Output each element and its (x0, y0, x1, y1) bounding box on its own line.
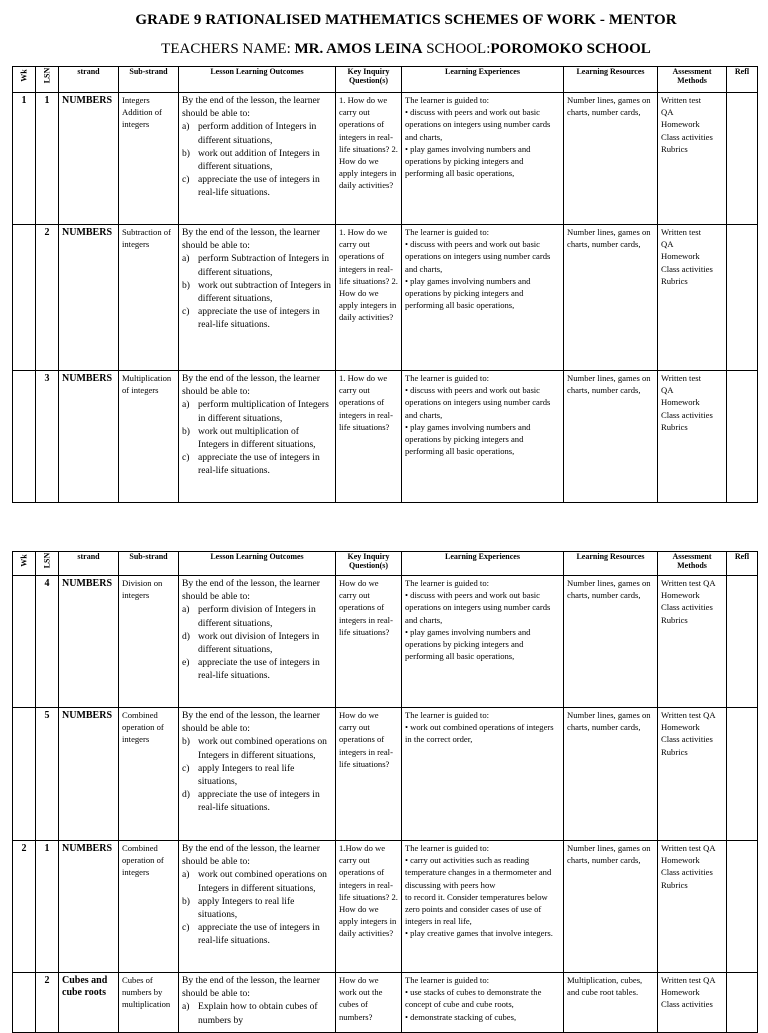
experience-line: • play games involving numbers and operations by picking integers and performing all basic operations, (405, 275, 531, 311)
outcome-item (182, 173, 332, 199)
outcome-text: perform addition of Integers in different situations, (198, 121, 317, 146)
experience-line: • carry out activities such as reading temperature changes in a thermometer and discussing with peers how (405, 855, 552, 890)
assessment-line: Written test QA (661, 710, 716, 720)
assessment-line: Rubrics (661, 879, 688, 890)
resources-cell: Number lines, games on charts, number cards, (564, 93, 658, 225)
experience-line: The learner is guided to: (405, 710, 489, 720)
assessment-line: Homework (661, 855, 700, 866)
header-assessment: Assessment Methods (658, 552, 727, 576)
lesson-cell: 4 (36, 576, 59, 708)
inquiry-cell: 1. How do we carry out operations of integers in real-life situations? 2. How do we apply integers in daily activities? (336, 225, 402, 371)
resources-cell: Number lines, games on charts, number cards, (564, 371, 658, 503)
header-inquiry: Key Inquiry Question(s) (336, 552, 402, 576)
inquiry-cell: How do we carry out operations of integers in real-life situations? (336, 708, 402, 841)
header-row (13, 552, 758, 576)
experience-line: • demonstrate stacking of cubes, (405, 1011, 517, 1022)
reflection-cell (727, 841, 758, 973)
header-outcomes: Lesson Learning Outcomes (179, 552, 336, 576)
table-row (13, 93, 758, 225)
assessment-cell (658, 576, 727, 708)
assessment-line: Written test (661, 227, 701, 237)
header-experiences: Learning Experiences (402, 552, 564, 576)
header-resources: Learning Resources (564, 67, 658, 93)
outcome-item (182, 868, 332, 894)
outcome-letter: a) (182, 253, 190, 265)
experience-line: • play games involving numbers and operations by picking integers and performing all basic operations, (405, 143, 531, 179)
outcome-text: work out addition of Integers in different situations, (198, 147, 320, 173)
outcomes-cell (179, 576, 336, 708)
experiences-cell (402, 708, 564, 841)
outcome-letter: b) (182, 425, 190, 437)
assessment-line: Written test (661, 95, 701, 105)
outcome-text: work out combined operations on Integers in different situations, (198, 736, 327, 761)
assessment-line: Homework (661, 119, 700, 130)
strand-cell: NUMBERS (59, 371, 119, 503)
assessment-line: Class activities (661, 999, 713, 1010)
outcome-letter: a) (182, 1001, 190, 1013)
header-outcomes: Lesson Learning Outcomes (179, 67, 336, 93)
outcomes-cell (179, 708, 336, 841)
outcome-text: apply Integers to real life situations, (198, 895, 295, 921)
outcomes-lead: By the end of the lesson, the learner should be able to: (182, 578, 320, 603)
resources-cell: Number lines, games on charts, number cards, (564, 576, 658, 708)
outcomes-cell (179, 225, 336, 371)
inquiry-cell: 1.How do we carry out operations of integers in real-life situations? 2. How do we apply integers in daily activities? (336, 841, 402, 973)
outcome-item (182, 120, 332, 146)
assessment-line: Written test (661, 373, 701, 383)
header-row (13, 67, 758, 93)
table-row (13, 225, 758, 371)
outcome-letter: a) (182, 121, 190, 133)
outcome-item (182, 252, 332, 278)
outcome-letter: e) (182, 657, 190, 669)
reflection-cell (727, 93, 758, 225)
outcome-text: work out multiplication of Integers in different situations, (198, 425, 316, 451)
outcome-letter: c) (182, 452, 190, 464)
outcome-item (182, 279, 332, 305)
outcome-item (182, 762, 332, 788)
outcome-text: perform multiplication of Integers in different situations, (198, 399, 329, 424)
school-label: SCHOOL: (426, 41, 491, 57)
strand-cell: NUMBERS (59, 841, 119, 973)
header-refl: Refl (727, 67, 758, 93)
experience-line: The learner is guided to: (405, 95, 489, 105)
header-inquiry: Key Inquiry Question(s) (336, 67, 402, 93)
school-name: POROMOKO SCHOOL (490, 41, 651, 57)
outcome-item (182, 656, 332, 682)
assessment-cell (658, 225, 727, 371)
table-row (13, 708, 758, 841)
outcome-item (182, 735, 332, 761)
experience-line: The learner is guided to: (405, 227, 489, 237)
outcome-item (182, 451, 332, 477)
lesson-cell: 2 (36, 973, 59, 1033)
outcome-text: appreciate the use of integers in real-life situations. (198, 789, 320, 814)
substrand-cell: Subtraction of integers (119, 225, 179, 371)
assessment-line: Homework (661, 722, 700, 733)
week-cell (13, 708, 36, 841)
outcome-item (182, 147, 332, 173)
assessment-line: Class activities (661, 409, 713, 420)
header-resources: Learning Resources (564, 552, 658, 576)
outcome-item (182, 895, 332, 921)
outcome-letter: c) (182, 762, 190, 774)
header-experiences: Learning Experiences (402, 67, 564, 93)
outcome-letter: d) (182, 630, 190, 642)
table-row (13, 371, 758, 503)
header-strand: strand (59, 552, 119, 576)
experience-line: to record it. Consider temperatures below zero points and consider cases of use of integers in real life, (405, 891, 548, 927)
week-cell: 2 (13, 841, 36, 973)
outcome-letter: b) (182, 736, 190, 748)
outcome-letter: a) (182, 399, 190, 411)
outcomes-lead: By the end of the lesson, the learner should be able to: (182, 227, 320, 252)
experience-line: • discuss with peers and work out basic operations on integers using number cards and charts, (405, 590, 551, 625)
reflection-cell (727, 708, 758, 841)
outcome-text: Explain how to obtain cubes of numbers by (198, 1001, 318, 1026)
experience-line: • use stacks of cubes to demonstrate the concept of cube and cube roots, (405, 987, 542, 1010)
outcome-text: work out division of Integers in different situations, (198, 630, 320, 656)
strand-cell: NUMBERS (59, 225, 119, 371)
week-cell (13, 225, 36, 371)
experiences-cell (402, 225, 564, 371)
experience-line: The learner is guided to: (405, 578, 489, 588)
assessment-line: QA (661, 385, 674, 396)
experience-line: • play games involving numbers and operations by picking integers and performing all basic operations, (405, 626, 531, 662)
resources-cell: Number lines, games on charts, number cards, (564, 841, 658, 973)
week-cell (13, 371, 36, 503)
assessment-line: Class activities (661, 263, 713, 274)
assessment-line: Rubrics (661, 143, 688, 154)
outcome-item (182, 788, 332, 814)
strand-cell: NUMBERS (59, 576, 119, 708)
assessment-line: Class activities (661, 602, 713, 613)
outcome-text: work out subtraction of Integers in different situations, (198, 279, 331, 305)
outcome-text: apply Integers to real life situations, (198, 762, 295, 788)
assessment-cell (658, 371, 727, 503)
header-substrand: Sub-strand (119, 552, 179, 576)
experience-line: The learner is guided to: (405, 843, 489, 853)
assessment-line: Written test QA (661, 975, 716, 985)
lesson-cell: 1 (36, 93, 59, 225)
outcomes-lead: By the end of the lesson, the learner should be able to: (182, 373, 320, 398)
outcome-item (182, 603, 332, 629)
outcomes-lead: By the end of the lesson, the learner should be able to: (182, 975, 320, 1000)
experience-line: The learner is guided to: (405, 975, 489, 985)
assessment-line: Class activities (661, 734, 713, 745)
header-lsn: LSN (36, 552, 59, 576)
assessment-cell (658, 841, 727, 973)
substrand-cell: Integers Addition of integers (119, 93, 179, 225)
substrand-cell: Combined operation of integers (119, 841, 179, 973)
lesson-cell: 3 (36, 371, 59, 503)
teacher-label: TEACHERS NAME: (161, 41, 291, 57)
outcome-text: perform division of Integers in different situations, (198, 604, 316, 629)
header-strand: strand (59, 67, 119, 93)
outcome-letter: d) (182, 789, 190, 801)
experiences-cell (402, 93, 564, 225)
strand-cell: NUMBERS (59, 708, 119, 841)
experience-line: The learner is guided to: (405, 373, 489, 383)
assessment-line: Rubrics (661, 614, 688, 625)
header-refl: Refl (727, 552, 758, 576)
resources-cell: Number lines, games on charts, number cards, (564, 225, 658, 371)
assessment-line: Homework (661, 590, 700, 601)
assessment-line: Written test QA (661, 578, 716, 588)
substrand-cell: Combined operation of integers (119, 708, 179, 841)
document-title: GRADE 9 RATIONALISED MATHEMATICS SCHEMES OF WORK - MENTOR (135, 12, 677, 28)
outcome-letter: a) (182, 604, 190, 616)
assessment-line: Homework (661, 397, 700, 408)
teacher-school-line (0, 41, 768, 58)
experience-line: • play games involving numbers and operations by picking integers and performing all basic operations, (405, 421, 531, 457)
scheme-table-2 (12, 551, 758, 1033)
reflection-cell (727, 371, 758, 503)
outcome-item (182, 305, 332, 331)
substrand-cell: Division on integers (119, 576, 179, 708)
inquiry-cell: How do we carry out operations of integers in real-life situations? (336, 576, 402, 708)
outcome-letter: c) (182, 922, 190, 934)
outcome-item (182, 630, 332, 656)
experiences-cell (402, 841, 564, 973)
outcome-item (182, 921, 332, 947)
table-row (13, 841, 758, 973)
outcomes-lead: By the end of the lesson, the learner should be able to: (182, 843, 320, 868)
outcome-letter: a) (182, 869, 190, 881)
assessment-line: QA (661, 239, 674, 250)
experience-line: • discuss with peers and work out basic operations on integers using number cards and charts, (405, 239, 551, 274)
substrand-cell: Cubes of numbers by multiplication (119, 973, 179, 1033)
header-wk: Wk (13, 67, 36, 93)
outcome-letter: b) (182, 147, 190, 159)
outcome-text: appreciate the use of integers in real-life situations. (198, 452, 320, 477)
inquiry-cell: 1. How do we carry out operations of integers in real-life situations? 2. How do we apply integers in daily activities? (336, 93, 402, 225)
assessment-cell (658, 93, 727, 225)
inquiry-cell: 1. How do we carry out operations of integers in real-life situations? (336, 371, 402, 503)
experiences-cell (402, 576, 564, 708)
table-row (13, 576, 758, 708)
outcome-letter: c) (182, 174, 190, 186)
outcome-text: appreciate the use of integers in real-life situations. (198, 657, 320, 682)
assessment-line: Rubrics (661, 421, 688, 432)
experience-line: • play creative games that involve integers. (405, 928, 553, 939)
outcome-letter: b) (182, 279, 190, 291)
strand-cell: NUMBERS (59, 93, 119, 225)
assessment-line: Rubrics (661, 275, 688, 286)
experiences-cell (402, 371, 564, 503)
scheme-table-1 (12, 66, 758, 503)
header-substrand: Sub-strand (119, 67, 179, 93)
assessment-line: Homework (661, 251, 700, 262)
teacher-name: MR. AMOS LEINA (294, 41, 423, 57)
outcome-letter: b) (182, 895, 190, 907)
week-cell (13, 576, 36, 708)
outcome-item (182, 425, 332, 451)
outcomes-cell (179, 371, 336, 503)
assessment-line: Written test QA (661, 843, 716, 853)
outcome-text: work out combined operations on Integers in different situations, (198, 869, 327, 894)
assessment-line: Class activities (661, 867, 713, 878)
outcome-item (182, 398, 332, 424)
strand-cell: Cubes and cube roots (59, 973, 119, 1033)
outcomes-cell (179, 93, 336, 225)
experience-line: • discuss with peers and work out basic operations on integers using number cards and charts, (405, 385, 551, 420)
resources-cell: Number lines, games on charts, number cards, (564, 708, 658, 841)
substrand-cell: Multiplication of integers (119, 371, 179, 503)
outcomes-lead: By the end of the lesson, the learner should be able to: (182, 95, 320, 120)
experience-line: • work out combined operations of integers in the correct order, (405, 722, 554, 745)
outcome-item (182, 1000, 332, 1026)
lesson-cell: 2 (36, 225, 59, 371)
reflection-cell (727, 576, 758, 708)
outcome-text: perform Subtraction of Integers in different situations, (198, 253, 330, 278)
resources-cell: Multiplication, cubes, and cube root tables. (564, 973, 658, 1033)
lesson-cell: 5 (36, 708, 59, 841)
header-lsn: LSN (36, 67, 59, 93)
assessment-cell (658, 708, 727, 841)
outcome-text: appreciate the use of integers in real-life situations. (198, 174, 320, 199)
experience-line: • discuss with peers and work out basic operations on integers using number cards and charts, (405, 107, 551, 142)
assessment-line: QA (661, 107, 674, 118)
outcomes-lead: By the end of the lesson, the learner should be able to: (182, 710, 320, 735)
reflection-cell (727, 225, 758, 371)
outcome-letter: c) (182, 306, 190, 318)
inquiry-cell: How do we work out the cubes of numbers? (336, 973, 402, 1033)
outcomes-cell (179, 841, 336, 973)
header-wk: Wk (13, 552, 36, 576)
assessment-line: Class activities (661, 131, 713, 142)
outcome-text: appreciate the use of integers in real-life situations. (198, 306, 320, 331)
week-cell: 1 (13, 93, 36, 225)
assessment-line: Homework (661, 987, 700, 998)
lesson-cell: 1 (36, 841, 59, 973)
header-assessment: Assessment Methods (658, 67, 727, 93)
outcome-text: appreciate the use of integers in real-life situations. (198, 922, 320, 947)
assessment-line: Rubrics (661, 746, 688, 757)
